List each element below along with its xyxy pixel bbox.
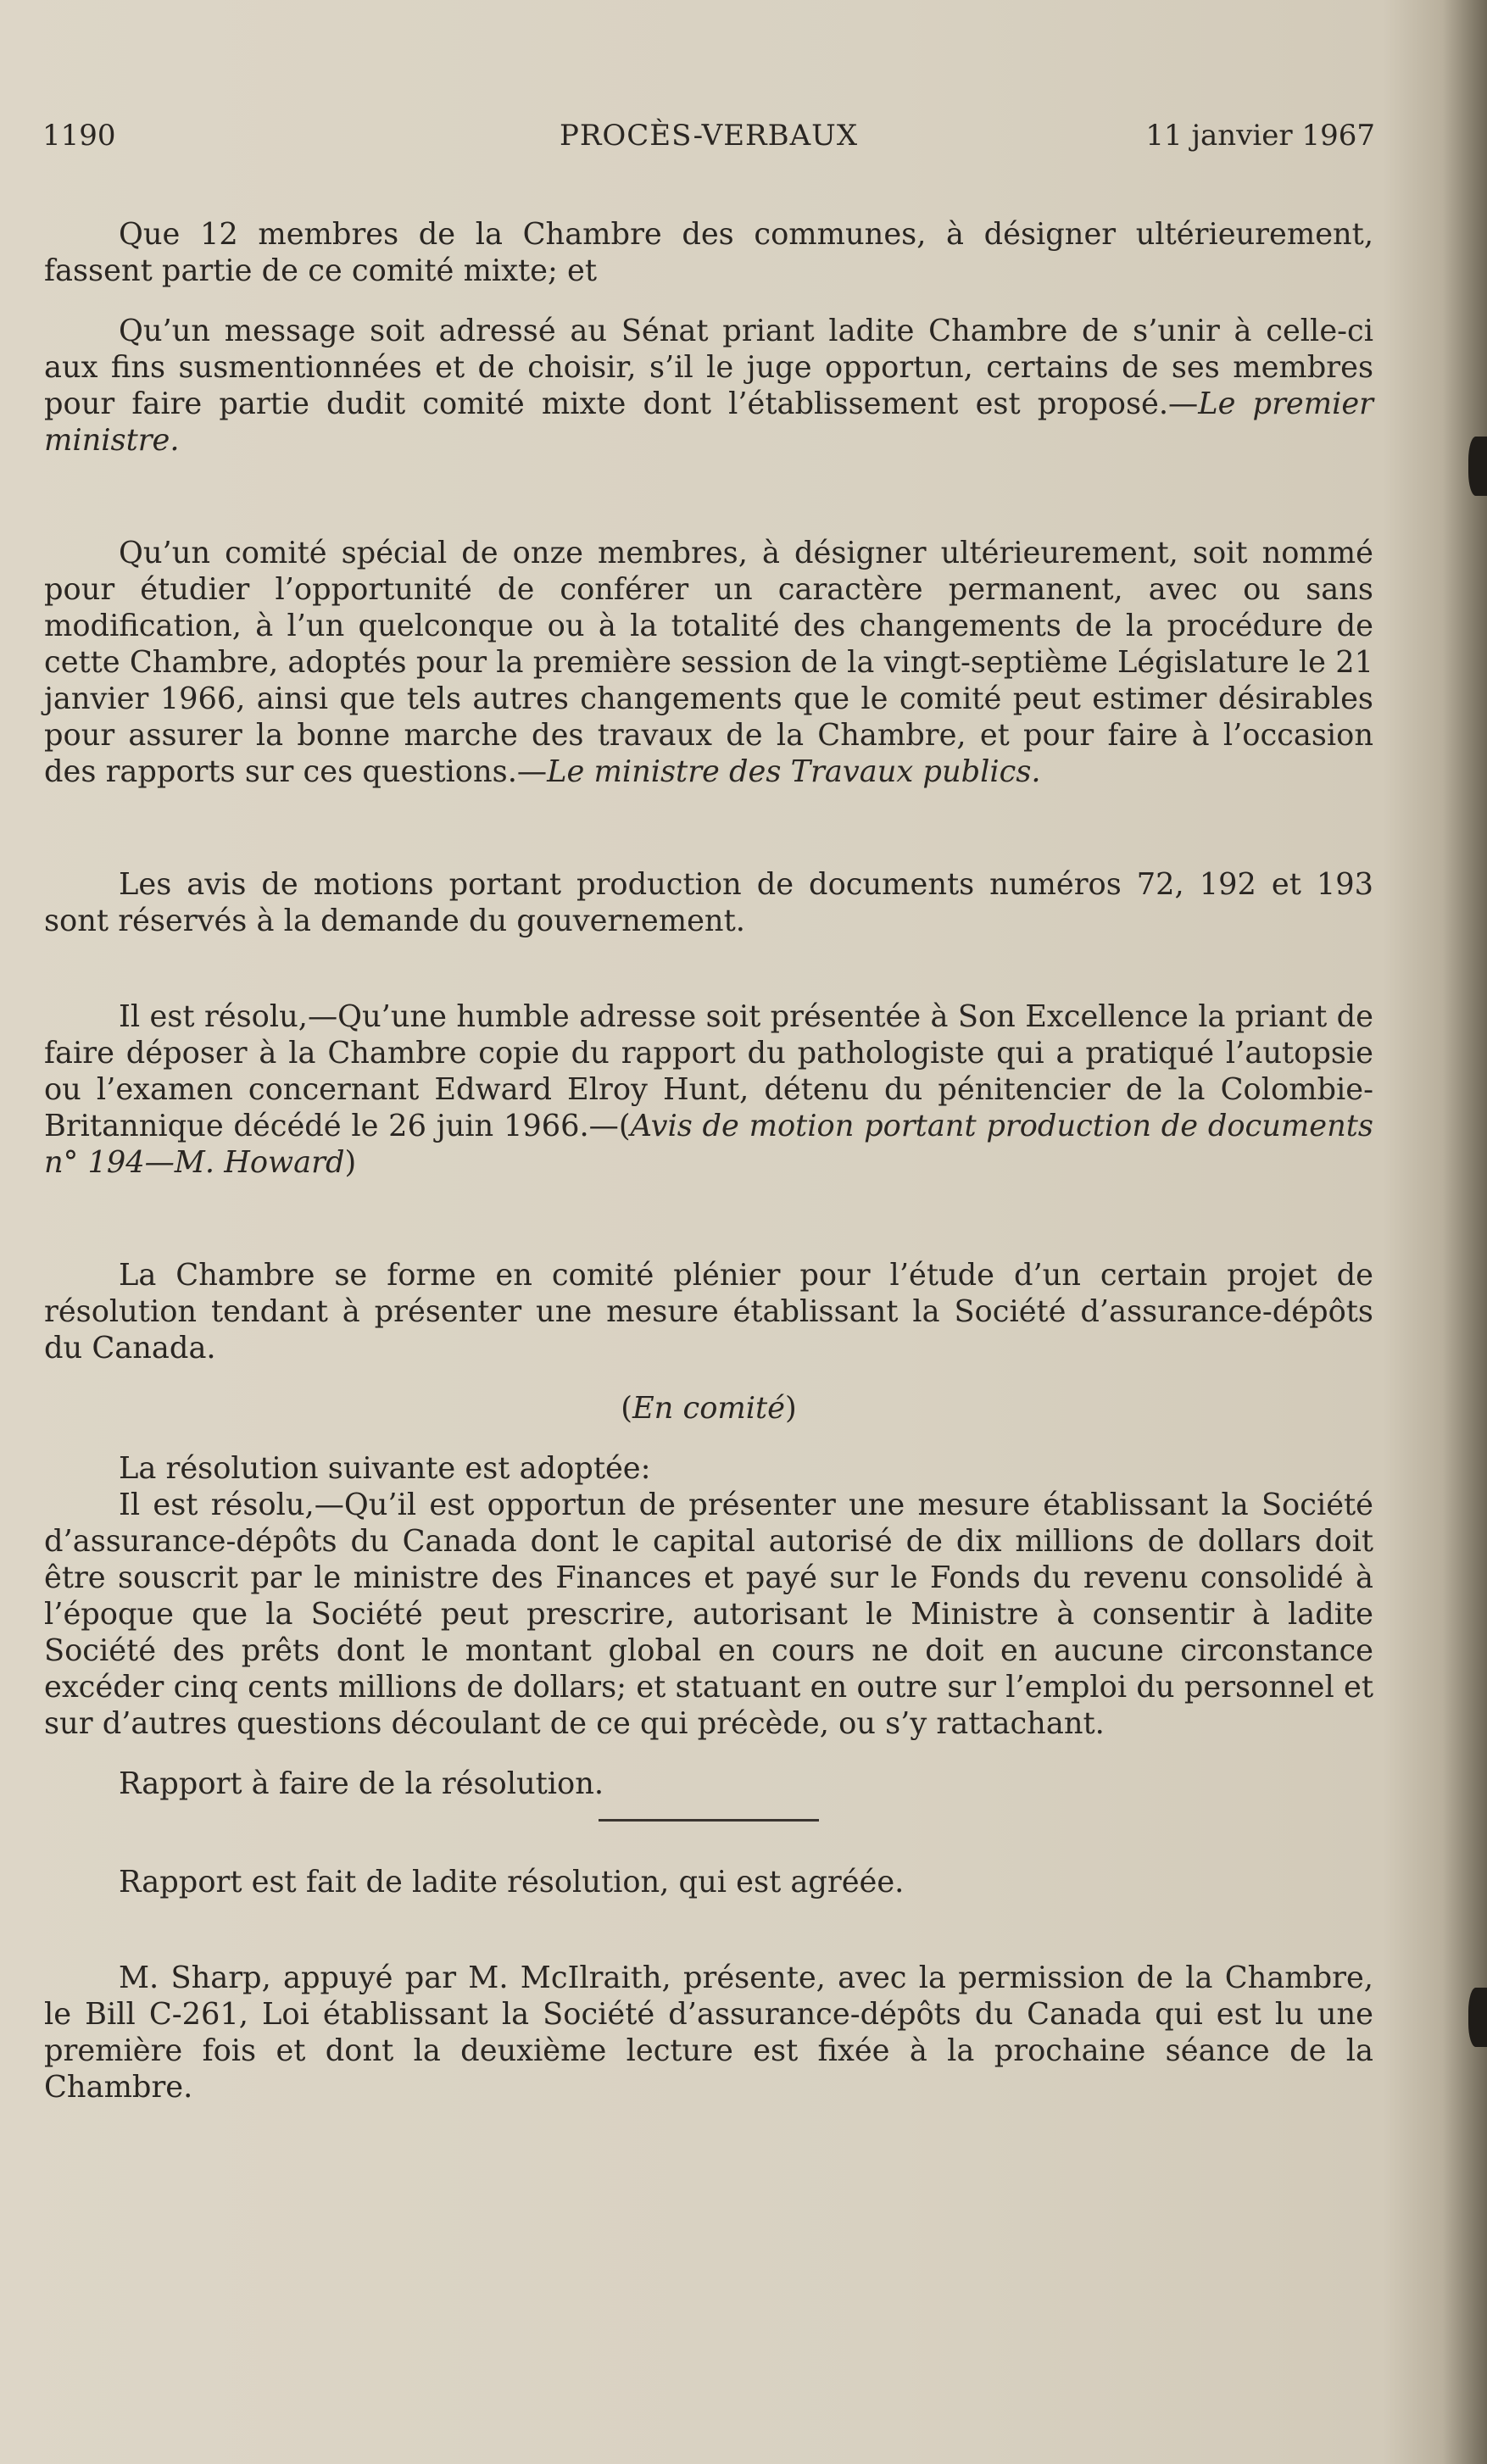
page-number: 1190 — [42, 119, 116, 153]
paragraph-special-committee: Qu’un comité spécial de onze membres, à désigner ultérieurement, soit nommé pour étudier l’opportunité de conférer un caractère permanent, avec ou sans modification, à l’un quelconque ou à la totalité des changements de la procédure de cette Chambre, adoptés pour la première session de la vingt-septième Législature le 21 janvier 1966, ainsi que tels autres changements que le comité peut estimer désirables pour assurer la bonne marche des travaux de la Chambre, et pour faire à l’occasion des rapports sur ces questions.—Le ministre des Travaux publics. — [44, 536, 1373, 789]
paragraph-joint-committee-members: Que 12 membres de la Chambre des communes, à désigner ultérieurement, fassent partie de ce comité mixte; et — [44, 217, 1373, 288]
paragraph-resolution-text: Il est résolu,—Qu’il est opportun de présenter une mesure établissant la Société d’assurance-dépôts du Canada dont le capital autorisé de dix millions de dollars doit être souscrit par le ministre des Finances et payé sur le Fonds du revenu consolidé à l’époque que la Société peut prescrire, autorisant le Ministre à consentir à ladite Société des prêts dont le montant global en cours ne doit en aucune circonstance excéder cinq cents millions de dollars; et statuant en outre sur l’emploi du personnel et sur d’autres questions découlant de ce qui précède, ou s’y rattachant. — [44, 1488, 1373, 1741]
paragraph-report-to-make: Rapport à faire de la résolution. — [119, 1766, 604, 1801]
running-title: PROCÈS-VERBAUX — [559, 119, 859, 153]
paragraph-committee-of-whole: La Chambre se forme en comité plénier pour l’étude d’un certain projet de résolution tendant à présenter une mesure établissant la Société d’assurance-dépôts du Canada. — [44, 1258, 1373, 1365]
page-header — [42, 119, 1375, 156]
paragraph-bill-introduction: M. Sharp, appuyé par M. McIlraith, présente, avec la permission de la Chambre, le Bill C-261, Loi établissant la Société d’assurance-dépôts du Canada qui est lu une première fois et dont la deuxième lecture est fixée à la prochaine séance de la Chambre. — [44, 1961, 1373, 2105]
motion-author: Le premier ministre. — [44, 387, 1373, 458]
paragraph-notices-reserved: Les avis de motions portant production de documents numéros 72, 192 et 193 sont réservés à la demande du gouvernement. — [44, 867, 1373, 938]
paragraph-senate-message: Qu’un message soit adressé au Sénat priant ladite Chambre de s’unir à celle-ci aux fins susmentionnées et de choisir, s’il le juge opportun, certains de ses membres pour faire partie dudit comité mixte dont l’établissement est proposé.—Le premier ministre. — [44, 314, 1373, 458]
motion-reference: Avis de motion portant production de documents n° 194—M. Howard — [44, 1109, 1373, 1180]
section-divider — [599, 1819, 819, 1822]
header-date: 11 janvier 1967 — [1145, 119, 1375, 153]
paragraph-humble-address: Il est résolu,—Qu’une humble adresse soit présentée à Son Excellence la priant de faire déposer à la Chambre copie du rapport du pathologiste qui a pratiqué l’autopsie ou l’examen concernant Edward Elroy Hunt, détenu du pénitencier de la Colombie-Britannique décédé le 26 juin 1966.—(Avis de motion portant production de documents n° 194—M. Howard) — [44, 999, 1373, 1180]
committee-heading: (En comité) — [621, 1391, 797, 1426]
paragraph-report-made: Rapport est fait de ladite résolution, qui est agréée. — [119, 1865, 905, 1899]
paragraph-resolution-adopted: La résolution suivante est adoptée: — [119, 1451, 651, 1486]
binding-hole-mark — [1468, 437, 1487, 496]
motion-author: Le ministre des Travaux publics. — [547, 754, 1041, 789]
page-body — [44, 216, 1373, 2105]
binding-hole-mark — [1468, 1988, 1487, 2047]
